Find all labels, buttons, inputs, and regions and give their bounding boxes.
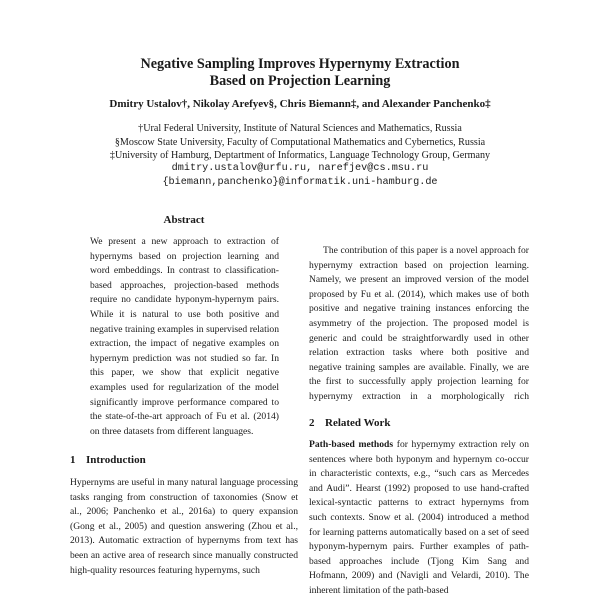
author-list: Dmitry Ustalov†, Nikolay Arefyev§, Chris Biemann‡, and Alexander Panchenko‡ xyxy=(109,98,491,110)
section-title: Introduction xyxy=(86,454,146,466)
section-number: 1 xyxy=(70,454,76,466)
paragraph-lead: Path-based methods xyxy=(309,439,394,450)
paper-title xyxy=(0,56,600,90)
affiliation-urfu: †Ural Federal University, Institute of Natural Sciences and Mathematics, Russia xyxy=(138,123,462,134)
affiliations xyxy=(0,122,600,163)
affiliation-msu: §Moscow State University, Faculty of Computational Mathematics and Cybernetics, Russia xyxy=(114,136,486,148)
left-column xyxy=(70,214,298,586)
section-title: Related Work xyxy=(325,417,391,429)
paper-title-line-1: Negative Sampling Improves Hypernymy Extraction xyxy=(140,56,460,72)
section-number: 2 xyxy=(309,417,315,429)
right-column xyxy=(309,244,529,600)
abstract-heading: Abstract xyxy=(163,214,205,226)
related-work-heading xyxy=(309,417,529,429)
contribution-paragraph: The contribution of this paper is a novel approach for hypernymy extraction based on projection learning. Namely, we present an improved version of the model proposed by Fu et al. (2014), which makes use of both positive and negative training instances enforcing the asymmetry of the projection. The proposed model is generic and could be straightforwardly used in other relation extraction tasks where both positive and negative training samples are available. Finally, we are the first to successfully apply projection learning for hypernymy extraction in a morphologically rich xyxy=(309,245,529,402)
paper-title-line-2: Based on Projection Learning xyxy=(209,73,391,89)
related-work-text: for hypernymy extraction rely on sentences where both hyponym and hypernym co-occur in characteristic contexts, e.g., “such cars as Mercedes and Audi”. Hearst (1992) proposed to use hand-crafted lexical-syntactic patterns to extract hypernyms from such contexts. Snow et al. (2004) introduced a method for learning patterns automatically based on a set of seed hyponym-hypernym pairs. Further examples of path-based approaches include (Tjong Kim Sang and Hofmann, 2009) and (Navigli and Velardi, 2010). The inherent limitation of the path-based xyxy=(309,439,529,596)
introduction-heading xyxy=(70,454,298,466)
related-work-paragraph xyxy=(309,438,529,600)
email-line-1: dmitry.ustalov@urfu.ru, narefjev@cs.msu.ru xyxy=(171,163,429,174)
author-emails xyxy=(0,162,600,189)
abstract-text: We present a new approach to extraction of hypernyms based on projection learning and word embeddings. In contrast to classification-based approaches, projection-based methods require no candidate hyponym-hypernym pairs. While it is natural to use both positive and negative training examples in supervised relation extraction, the impact of negative examples on hypernym prediction was not studied so far. In this paper, we show that explicit negative examples used for regularization of the model significantly improve performance compared to the state-of-the-art approach of Fu et al. (2014) on three datasets from different languages. xyxy=(90,236,279,437)
introduction-text: Hypernyms are useful in many natural language processing tasks ranging from construction of taxonomies (Snow et al., 2006; Panchenko et al., 2016a) to query expansion (Gong et al., 2005) and question answering (Zhou et al., 2013). Automatic extraction of hypernyms from text has been an active area of research since manually constructed high-quality resources featuring hypernyms, such xyxy=(70,477,298,576)
email-line-2: {biemann,panchenko}@informatik.uni-hamburg.de xyxy=(162,176,438,188)
affiliation-hamburg: ‡University of Hamburg, Deptartment of Informatics, Language Technology Group, Germany xyxy=(109,150,491,161)
